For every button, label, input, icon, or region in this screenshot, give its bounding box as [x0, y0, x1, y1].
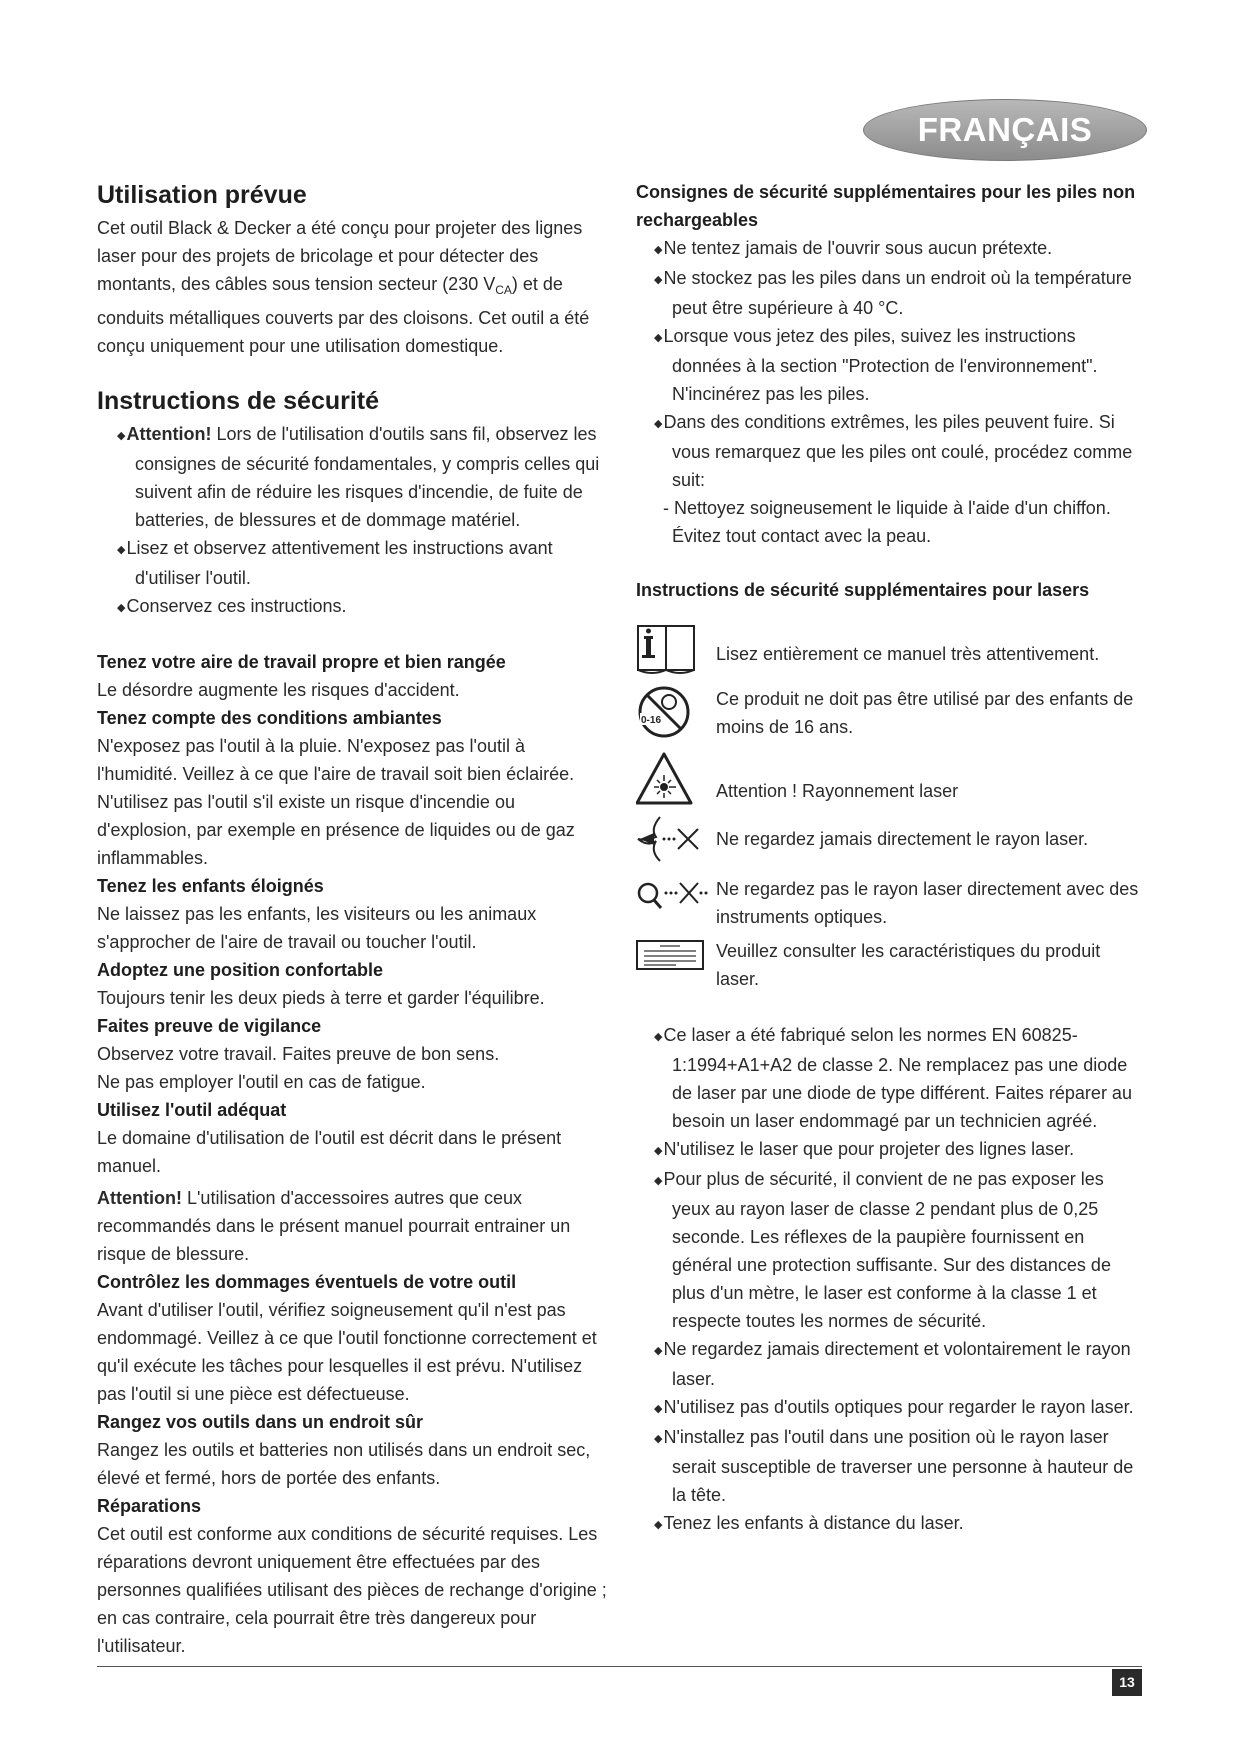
laser-bullet-text: N'installez pas l'outil dans une position où le rayon laser serait susceptible de traverser une personne à hauteur de la tête. [663, 1427, 1134, 1505]
section-heading: Adoptez une position confortable [97, 960, 383, 980]
safety-bullet-text: Conservez ces instructions. [126, 596, 347, 616]
section-heading: Tenez les enfants éloignés [97, 876, 324, 896]
batteries-title: Consignes de sécurité supplémentaires pour les piles non rechargeables [636, 182, 1136, 230]
section-heading: Rangez vos outils dans un endroit sûr [97, 1412, 424, 1432]
bullet-icon: ◆ [117, 602, 126, 614]
list-item [97, 420, 607, 534]
icon-text: Attention ! Rayonnement laser [716, 781, 959, 801]
section-text: Avant d'utiliser l'outil, vérifiez soigneusement qu'il n'est pas endommagé. Veillez à ce que l'outil fonctionne correctement et qu'il exécute les tâches pour lesquelles il est prévu. N'utilisez pas l'outil si une pièce est défectueuse. [97, 1300, 597, 1404]
intended-use-text [97, 214, 607, 360]
section-heading: Tenez votre aire de travail propre et bien rangée [97, 652, 506, 672]
attention-paragraph [97, 1184, 607, 1268]
list-item [636, 1423, 1146, 1509]
safety-title: Instructions de sécurité [97, 387, 380, 415]
section-heading: Tenez compte des conditions ambiantes [97, 708, 442, 728]
laser-title: Instructions de sécurité supplémentaires pour lasers [636, 580, 1090, 600]
list-item [636, 322, 1146, 408]
safety-sections [97, 648, 607, 1660]
list-item [636, 1393, 1146, 1423]
list-item [636, 408, 1146, 494]
bullet-icon: ◆ [654, 1345, 663, 1357]
list-item [636, 1335, 1146, 1393]
section-heading: Faites preuve de vigilance [97, 1016, 322, 1036]
laser-label-icon [636, 937, 706, 977]
batteries-list [636, 234, 1146, 494]
icon-text: Veuillez consulter les caractéristiques du produit laser. [716, 941, 1101, 989]
list-item [636, 1135, 1146, 1165]
attention-label: Attention! [126, 424, 212, 444]
bullet-icon: ◆ [654, 332, 663, 344]
left-column [97, 178, 607, 1660]
battery-dash-item: - Nettoyez soigneusement le liquide à l'aide d'un chiffon. Évitez tout contact avec la peau. [663, 498, 1111, 546]
voltage-subscript: CA [495, 283, 512, 297]
bullet-icon: ◆ [654, 1403, 663, 1415]
safety-list [97, 420, 607, 622]
bullet-icon: ◆ [654, 1175, 663, 1187]
icon-text: Ne regardez jamais directement le rayon laser. [716, 829, 1089, 849]
section-text: Le domaine d'utilisation de l'outil est décrit dans le présent manuel. [97, 1128, 562, 1176]
battery-bullet-text: Ne tentez jamais de l'ouvrir sous aucun prétexte. [663, 238, 1053, 258]
section-text: Le désordre augmente les risques d'accident. [97, 680, 460, 700]
bullet-icon: ◆ [654, 1519, 663, 1531]
section-text: N'exposez pas l'outil à la pluie. N'exposez pas l'outil à l'humidité. Veillez à ce que l'aire de travail soit bien éclairée. N'utilisez pas l'outil s'il existe un risque d'incendie ou d'explosion, par exemple en présence de liquides ou de gaz inflammables. [97, 736, 575, 868]
laser-list [636, 1021, 1146, 1539]
svg-text:0-16: 0-16 [640, 715, 662, 726]
laser-bullet-text: Ce laser a été fabriqué selon les normes EN 60825-1:1994+A1+A2 de classe 2. Ne remplacez pas une diode de laser par une diode de type différent. Faites réparer au besoin un laser endommagé par un technicien agréé. [663, 1025, 1132, 1131]
icon-row-label [636, 937, 1146, 993]
magnifier-beam-icon [636, 875, 712, 927]
footer-divider [97, 1666, 1142, 1667]
eye-beam-icon [636, 813, 706, 865]
section-text: Ne pas employer l'outil en cas de fatigue. [97, 1072, 426, 1092]
list-item [636, 234, 1146, 264]
laser-icon-list [636, 624, 1146, 993]
list-item [636, 264, 1146, 322]
battery-bullet-text: Dans des conditions extrêmes, les piles peuvent fuire. Si vous remarquez que les piles ont coulé, procédez comme suit: [663, 412, 1133, 490]
icon-row-eye [636, 813, 1146, 869]
laser-bullet-text: Ne regardez jamais directement et volontairement le rayon laser. [663, 1339, 1131, 1389]
section-text: Rangez les outils et batteries non utilisés dans un endroit sec, élevé et fermé, hors de portée des enfants. [97, 1440, 591, 1488]
intended-use-text-b: ) et de conduits métalliques couverts par des cloisons. Cet outil a été conçu uniquement pour une utilisation domestique. [97, 274, 590, 356]
section-text: Ne laissez pas les enfants, les visiteurs ou les animaux s'approcher de l'aire de travail ou toucher l'outil. [97, 904, 537, 952]
icon-row-laser-warning [636, 751, 1146, 807]
icon-text: Lisez entièrement ce manuel très attentivement. [716, 644, 1100, 664]
section-text: Cet outil est conforme aux conditions de sécurité requises. Les réparations devront uniquement être effectuées par des personnes qualifiées utilisant des pièces de rechange d'origine ; en cas contraire, cela pourrait être très dangereux pour l'utilisateur. [97, 1524, 607, 1656]
no-children-icon [636, 684, 696, 740]
list-item [636, 1165, 1146, 1335]
language-tab: FRANÇAIS [863, 99, 1147, 161]
intended-use-text-a: Cet outil Black & Decker a été conçu pour projeter des lignes laser pour des projets de bricolage et pour détecter des montants, des câbles sous tension secteur (230 V [97, 218, 583, 294]
battery-bullet-text: Ne stockez pas les piles dans un endroit où la température peut être supérieure à 40 °C. [663, 268, 1132, 318]
bullet-icon: ◆ [654, 1031, 663, 1043]
icon-text: Ne regardez pas le rayon laser directement avec des instruments optiques. [716, 879, 1139, 927]
laser-bullet-text: N'utilisez pas d'outils optiques pour regarder le rayon laser. [663, 1397, 1134, 1417]
right-column [636, 178, 1146, 1539]
attention-label: Attention! [97, 1188, 182, 1208]
page-number: 13 [1112, 1669, 1142, 1696]
laser-bullet-text: Tenez les enfants à distance du laser. [663, 1513, 964, 1533]
list-item [97, 592, 607, 622]
attention-text: L'utilisation d'accessoires autres que ceux recommandés dans le présent manuel pourrait entrainer un risque de blessure. [97, 1188, 571, 1264]
bullet-icon: ◆ [117, 544, 126, 556]
intended-use-title: Utilisation prévue [97, 181, 307, 209]
section-heading: Utilisez l'outil adéquat [97, 1100, 287, 1120]
laser-bullet-text: Pour plus de sécurité, il convient de ne pas exposer les yeux au rayon laser de classe 2 pendant plus de 0,25 seconde. Les réflexes de la paupière fournissent en général une protection suffisante. Sur des distances de plus d'un mètre, le laser est conforme à la classe 1 et respecte toutes les normes de sécurité. [663, 1169, 1111, 1331]
safety-bullet-text: Lisez et observez attentivement les instructions avant d'utiliser l'outil. [126, 538, 553, 588]
battery-bullet-text: Lorsque vous jetez des piles, suivez les instructions données à la section "Protection de l'environnement". N'incinérez pas les piles. [663, 326, 1098, 404]
bullet-icon: ◆ [654, 1145, 663, 1157]
bullet-icon: ◆ [654, 1433, 663, 1445]
list-item [97, 534, 607, 592]
icon-text: Ce produit ne doit pas être utilisé par des enfants de moins de 16 ans. [716, 689, 1134, 737]
section-text: Toujours tenir les deux pieds à terre et garder l'équilibre. [97, 988, 545, 1008]
section-heading: Contrôlez les dommages éventuels de votre outil [97, 1272, 517, 1292]
list-item [636, 1021, 1146, 1135]
icon-row-manual [636, 624, 1146, 680]
laser-bullet-text: N'utilisez le laser que pour projeter des lignes laser. [663, 1139, 1075, 1159]
bullet-icon: ◆ [654, 244, 663, 256]
section-heading: Réparations [97, 1496, 202, 1516]
section-text: Observez votre travail. Faites preuve de bon sens. [97, 1044, 500, 1064]
bullet-icon: ◆ [654, 274, 663, 286]
safety-bullet-text: Lors de l'utilisation d'outils sans fil, observez les consignes de sécurité fondamentales, y compris celles qui suivent afin de réduire les risques d'incendie, de fuite de batteries, de blessures et de dommage matériel. [135, 424, 600, 530]
icon-row-children [636, 684, 1146, 741]
manual-icon [636, 624, 696, 676]
icon-row-magnifier [636, 875, 1146, 931]
bullet-icon: ◆ [117, 430, 126, 442]
list-item [636, 1509, 1146, 1539]
bullet-icon: ◆ [654, 418, 663, 430]
laser-warning-icon [636, 751, 696, 807]
